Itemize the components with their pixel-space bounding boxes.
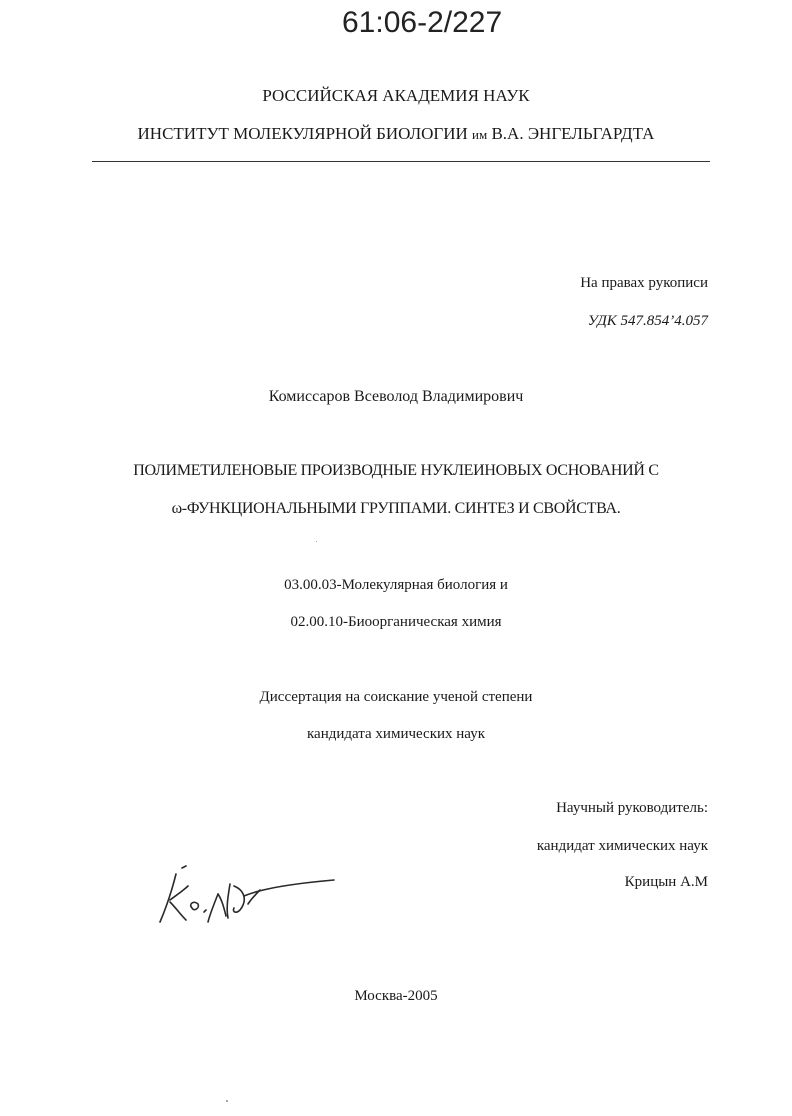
manuscript-rights: На правах рукописи (580, 275, 708, 291)
scan-speck (316, 541, 317, 542)
supervisor-degree: кандидат химических наук (536, 838, 708, 854)
institute-name: ИНСТИТУТ МОЛЕКУЛЯРНОЙ БИОЛОГИИ (137, 124, 468, 143)
supervisor-name: Крицын А.М (624, 874, 708, 890)
organization-academy: РОССИЙСКАЯ АКАДЕМИЯ НАУК (262, 86, 530, 105)
author-signature (148, 860, 348, 940)
specialty-line-1: 03.00.03-Молекулярная биология и (284, 577, 508, 593)
scan-speck (226, 1100, 228, 1102)
institute-named-after: им (472, 127, 488, 142)
supervisor-role: Научный руководитель: (556, 800, 708, 816)
city-year: Москва-2005 (354, 988, 438, 1004)
organization-institute (0, 124, 792, 144)
title-line-1: ПОЛИМЕТИЛЕНОВЫЕ ПРОИЗВОДНЫЕ НУКЛЕИНОВЫХ ОСНОВАНИЙ С (133, 462, 659, 479)
author-name: Комиссаров Всеволод Владимирович (268, 388, 524, 405)
specialty-line-2: 02.00.10-Биоорганическая химия (290, 614, 502, 630)
institute-honoree: В.А. ЭНГЕЛЬГАРДТА (491, 124, 655, 143)
dissertation-line-2: кандидата химических наук (306, 726, 485, 742)
dissertation-line-1: Диссертация на соискание ученой степени (259, 689, 533, 705)
udk-code: УДК 547.854’4.057 (587, 313, 708, 329)
title-line-2: ω-ФУНКЦИОНАЛЬНЫМИ ГРУППАМИ. СИНТЕЗ И СВОЙСТВА. (171, 500, 621, 517)
header-divider (92, 161, 710, 162)
archive-number: 61:06-2/227 (342, 6, 503, 39)
